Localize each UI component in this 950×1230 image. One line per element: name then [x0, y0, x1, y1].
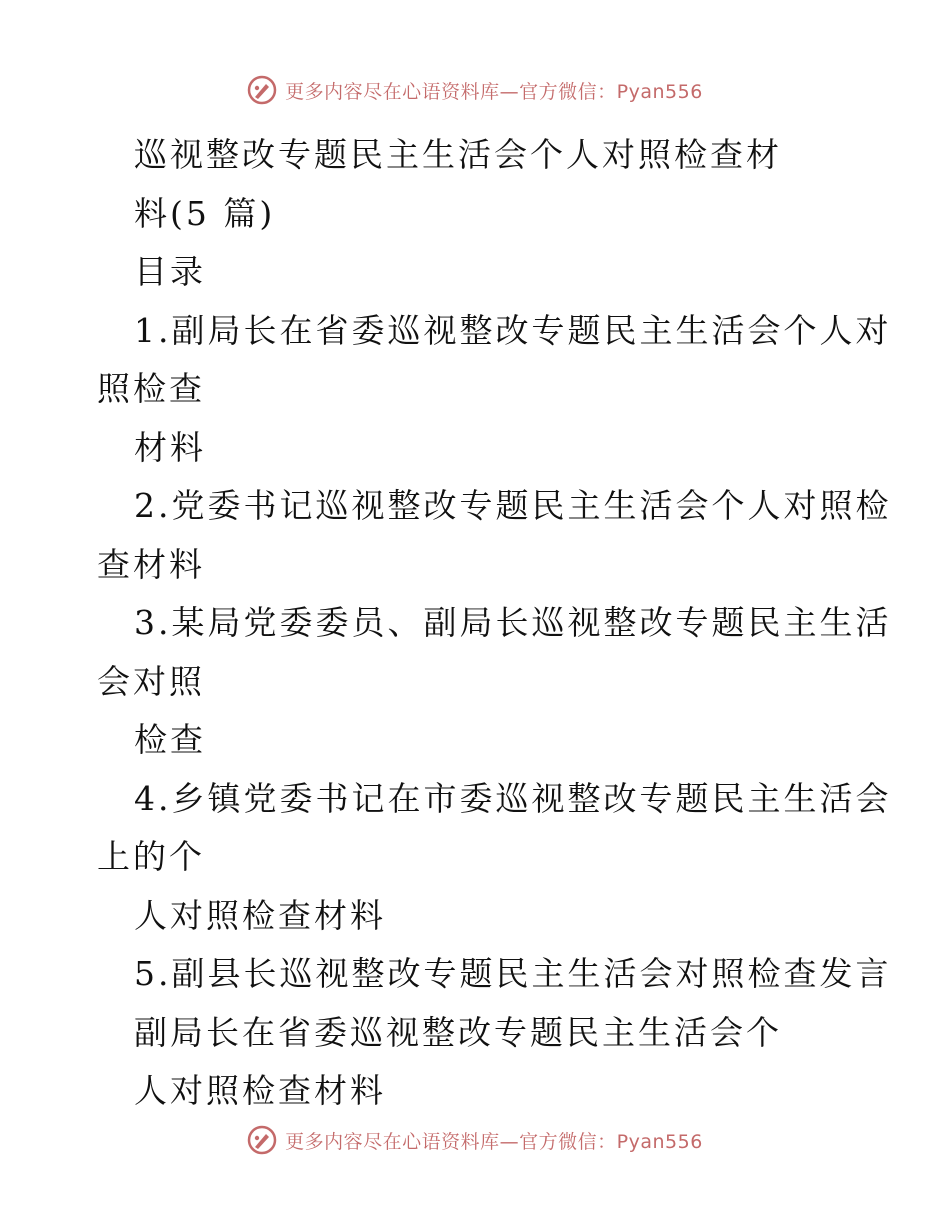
toc-item-2-line-2: 查材料	[97, 544, 205, 584]
toc-item-4-line-3: 人对照检查材料	[134, 895, 386, 935]
toc-item-1-line-3: 材料	[134, 427, 206, 467]
toc-item-3-line-3: 检查	[134, 720, 206, 759]
pen-logo-icon	[247, 1125, 277, 1155]
doc-title-line-1: 巡视整改专题民主生活会个人对照检查材	[134, 135, 782, 174]
toc-item-4-line-1: 4.乡镇党委书记在市委巡视整改专题民主生活会	[134, 778, 892, 818]
watermark-banner-top	[0, 70, 950, 110]
toc-heading: 目录	[134, 252, 206, 291]
watermark-text: 更多内容尽在心语资料库—官方微信：Pyan556	[285, 1130, 703, 1153]
section-title-line-1: 副局长在省委巡视整改专题民主生活会个	[134, 1012, 782, 1052]
toc-item-2-line-1: 2.党委书记巡视整改专题民主生活会个人对照检	[134, 486, 892, 525]
pen-logo-icon	[247, 75, 277, 105]
toc-item-3-line-2: 会对照	[97, 661, 205, 701]
toc-item-4-line-2: 上的个	[97, 837, 205, 876]
toc-item-1-line-2: 照检查	[97, 369, 205, 408]
toc-item-1-line-1: 1.副局长在省委巡视整改专题民主生活会个人对	[134, 310, 892, 350]
toc-item-5: 5.副县长巡视整改专题民主生活会对照检查发言	[134, 954, 892, 993]
toc-item-3-line-1: 3.某局党委委员、副局长巡视整改专题民主生活	[134, 603, 892, 642]
section-title-line-2: 人对照检查材料	[134, 1071, 386, 1110]
watermark-banner-bottom	[0, 1120, 950, 1160]
document-body	[97, 126, 892, 1121]
watermark-text: 更多内容尽在心语资料库—官方微信：Pyan556	[285, 80, 703, 103]
doc-title-line-2: 料(5 篇)	[134, 193, 276, 233]
